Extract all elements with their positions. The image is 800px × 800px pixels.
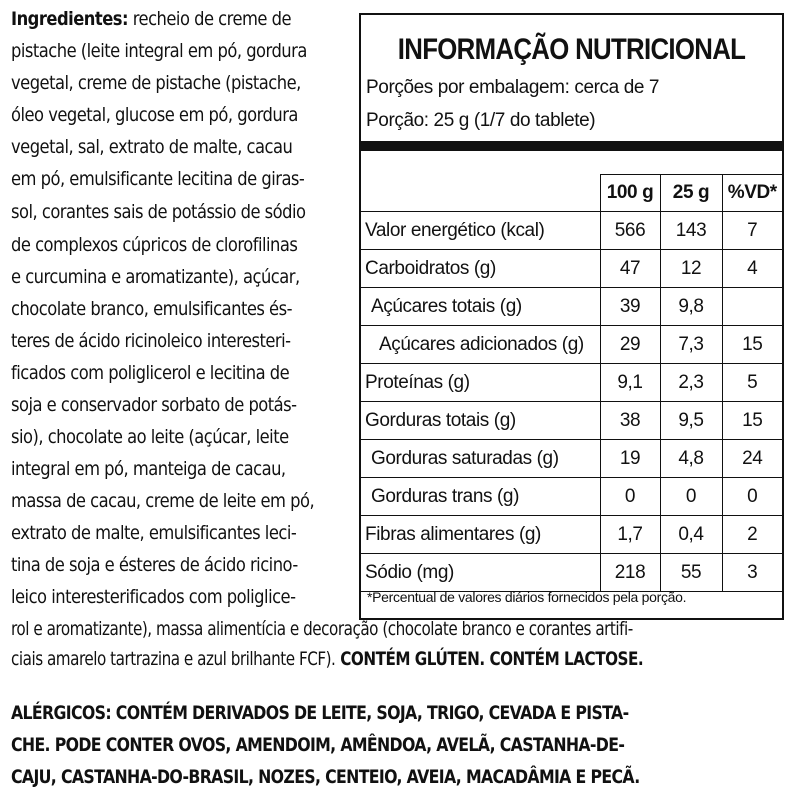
- value-per-25g: 4,8: [660, 440, 722, 478]
- nutrient-label: Fibras alimentares (g): [361, 516, 600, 554]
- ingredient-line: [11, 458, 286, 480]
- ingredient-text: chocolate branco, emulsificantes és-: [11, 298, 292, 320]
- ingredient-line: [11, 618, 633, 640]
- serving-size: Porção: 25 g (1/7 do tablete): [366, 110, 596, 131]
- nutrient-label: Gorduras trans (g): [361, 478, 600, 516]
- value-per-25g: 9,5: [660, 402, 722, 440]
- ingredient-text: ficados com poliglicerol e lecitina de: [11, 362, 290, 384]
- header-25g: 25 g: [660, 175, 722, 212]
- value-per-100g: 39: [600, 288, 660, 326]
- table-row: [361, 402, 782, 440]
- value-vd: 24: [722, 440, 782, 478]
- ingredient-line: [11, 426, 289, 448]
- header-100g: 100 g: [600, 175, 660, 212]
- value-per-100g: 566: [600, 212, 660, 250]
- nutrition-table: [361, 174, 782, 592]
- value-vd: 2: [722, 516, 782, 554]
- value-per-25g: 9,8: [660, 288, 722, 326]
- ingredient-line: [11, 40, 307, 62]
- ingredient-line: [11, 490, 314, 512]
- vd-footnote: *Percentual de valores diários fornecidos pela porção.: [367, 589, 687, 605]
- nutrient-label: Gorduras saturadas (g): [361, 440, 600, 478]
- value-per-25g: 2,3: [660, 364, 722, 402]
- contains-gluten-lactose: CONTÉM GLÚTEN. CONTÉM LACTOSE.: [335, 648, 644, 670]
- nutrient-label: Gorduras totais (g): [361, 402, 600, 440]
- value-per-25g: 55: [660, 554, 722, 592]
- ingredient-text: ciais amarelo tartrazina e azul brilhante FCF).: [11, 648, 336, 670]
- ingredient-line: [11, 104, 298, 126]
- ingredient-text: sol, corantes sais de potássio de sódio: [11, 201, 306, 223]
- value-vd: 15: [722, 402, 782, 440]
- value-per-100g: 47: [600, 250, 660, 288]
- ingredient-text: teres de ácido ricinoleico interesteri-: [11, 330, 291, 352]
- ingredient-line: [11, 330, 291, 352]
- nutrient-label: Valor energético (kcal): [361, 212, 600, 250]
- header-vd: %VD*: [722, 175, 782, 212]
- table-row: [361, 326, 782, 364]
- table-row: [361, 288, 782, 326]
- value-per-25g: 143: [660, 212, 722, 250]
- value-per-100g: 218: [600, 554, 660, 592]
- ingredient-text: sio), chocolate ao leite (açúcar, leite: [11, 426, 289, 448]
- allergen-line: CAJU, CASTANHA-DO-BRASIL, NOZES, CENTEIO, AVEIA, MACADÂMIA E PECÃ.: [11, 766, 640, 788]
- ingredient-text: vegetal, creme de pistache (pistache,: [11, 72, 301, 94]
- thick-divider: [361, 141, 782, 151]
- ingredient-text: recheio de creme de: [128, 8, 292, 30]
- table-row: [361, 516, 782, 554]
- ingredient-line: [11, 136, 292, 158]
- value-vd: 7: [722, 212, 782, 250]
- ingredient-text: tina de soja e ésteres de ácido ricino-: [11, 554, 298, 576]
- ingredient-text: massa de cacau, creme de leite em pó,: [11, 490, 315, 512]
- value-vd: [722, 288, 782, 326]
- allergen-line: ALÉRGICOS: CONTÉM DERIVADOS DE LEITE, SOJA, TRIGO, CEVADA E PISTA-: [11, 702, 629, 724]
- ingredient-line: [11, 8, 291, 30]
- table-row: [361, 478, 782, 516]
- ingredient-line: [11, 362, 289, 384]
- servings-per-package: Porções por embalagem: cerca de 7: [366, 77, 660, 98]
- nutrition-title: INFORMAÇÃO NUTRICIONAL: [397, 33, 746, 66]
- table-row: [361, 212, 782, 250]
- value-per-25g: 7,3: [660, 326, 722, 364]
- value-per-25g: 0,4: [660, 516, 722, 554]
- value-per-100g: 9,1: [600, 364, 660, 402]
- ingredient-line: [11, 522, 296, 544]
- ingredient-line: [11, 234, 297, 256]
- ingredient-text: em pó, emulsificante lecitina de giras-: [11, 168, 305, 190]
- ingredient-line: [11, 168, 304, 190]
- value-vd: 3: [722, 554, 782, 592]
- ingredient-line: [11, 266, 300, 288]
- nutrient-label: Açúcares adicionados (g): [361, 326, 600, 364]
- ingredient-line: [11, 298, 292, 320]
- ingredient-line: [11, 72, 301, 94]
- table-row: [361, 554, 782, 592]
- value-per-100g: 19: [600, 440, 660, 478]
- value-vd: 4: [722, 250, 782, 288]
- table-header-row: [361, 175, 782, 212]
- nutrient-label: Carboidratos (g): [361, 250, 600, 288]
- ingredient-line: [11, 394, 297, 416]
- table-row: [361, 250, 782, 288]
- nutrient-label: Açúcares totais (g): [361, 288, 600, 326]
- ingredient-line: [11, 586, 295, 608]
- ingredient-text: rol e aromatizante), massa alimentícia e decoração (chocolate branco e corantes artifi-: [11, 618, 633, 640]
- ingredient-text: extrato de malte, emulsificantes leci-: [11, 522, 297, 544]
- ingredient-text: leico interesterificados com poliglice-: [11, 586, 296, 608]
- value-per-100g: 29: [600, 326, 660, 364]
- header-blank: [361, 175, 600, 212]
- ingredient-line: [11, 648, 643, 670]
- value-per-100g: 0: [600, 478, 660, 516]
- nutrition-facts-panel: [359, 13, 784, 620]
- ingredient-text: vegetal, sal, extrato de malte, cacau: [11, 136, 293, 158]
- value-per-25g: 12: [660, 250, 722, 288]
- value-per-100g: 1,7: [600, 516, 660, 554]
- ingredient-text: soja e conservador sorbato de potás-: [11, 394, 297, 416]
- ingredient-text: e curcumina e aromatizante), açúcar,: [11, 266, 300, 288]
- table-row: [361, 440, 782, 478]
- ingredient-text: pistache (leite integral em pó, gordura: [11, 40, 307, 62]
- value-per-100g: 38: [600, 402, 660, 440]
- value-vd: 15: [722, 326, 782, 364]
- ingredient-line: [11, 554, 298, 576]
- value-vd: 0: [722, 478, 782, 516]
- nutrient-label: Sódio (mg): [361, 554, 600, 592]
- ingredient-line: [11, 201, 306, 223]
- ingredient-text: de complexos cúpricos de clorofilinas: [11, 234, 298, 256]
- allergen-line: CHE. PODE CONTER OVOS, AMENDOIM, AMÊNDOA, AVELÃ, CASTANHA-DE-: [11, 734, 625, 756]
- value-per-25g: 0: [660, 478, 722, 516]
- value-vd: 5: [722, 364, 782, 402]
- ingredient-text: óleo vegetal, glucose em pó, gordura: [11, 104, 298, 126]
- table-row: [361, 364, 782, 402]
- nutrient-label: Proteínas (g): [361, 364, 600, 402]
- ingredients-heading: Ingredientes:: [11, 8, 129, 30]
- ingredient-text: integral em pó, manteiga de cacau,: [11, 458, 286, 480]
